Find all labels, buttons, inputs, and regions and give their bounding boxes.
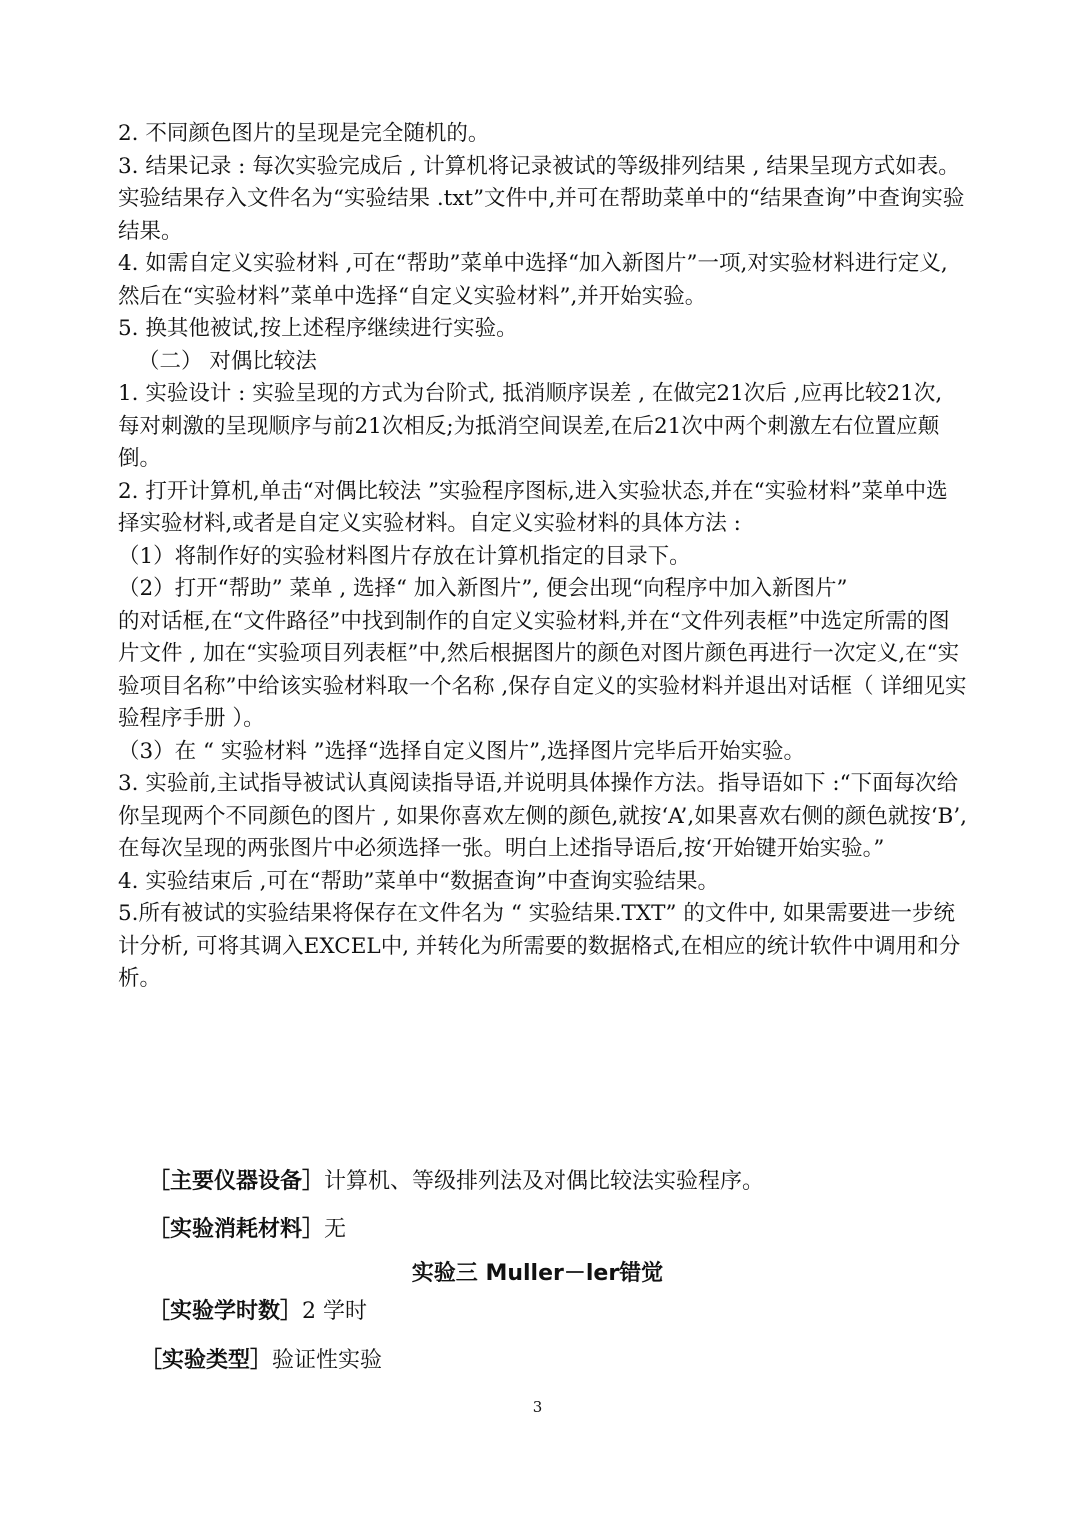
paragraph: 3. 实验前,主试指导被试认真阅读指导语,并说明具体操作方法。指导语如下 :“下面每次给你呈现两个不同颜色的图片 , 如果你喜欢左侧的颜色,就按‘A’,如果喜欢右侧的颜色就按‘B’,在每次呈现的两张图片中必须选择一张。明白上述指导语后,按‘开始键开始实验。” — [118, 771, 968, 861]
hours-label: ［实验学时数］ — [148, 1299, 303, 1324]
paragraph: 2. 不同颜色图片的呈现是完全随机的。 — [118, 121, 490, 146]
page-number: 3 — [532, 1398, 543, 1416]
type-label: ［实验类型］ — [140, 1348, 273, 1373]
experiment-title: 实验三 Muller－ler错觉 — [411, 1261, 664, 1286]
paragraph: 5.所有被试的实验结果将保存在文件名为 “ 实验结果.TXT” 的文件中, 如果需要进一步统计分析, 可将其调入EXCEL中, 并转化为所需要的数据格式,在相应的统计软件中调用和分析。 — [118, 901, 961, 991]
hours-line — [148, 1297, 367, 1327]
materials-value: 无 — [324, 1217, 347, 1242]
paragraph: 4. 实验结束后 ,可在“帮助”菜单中“数据查询”中查询实验结果。 — [118, 868, 719, 894]
paragraph: 3. 结果记录 : 每次实验完成后 , 计算机将记录被试的等级排列结果 , 结果呈现方式如表。实验结果存入文件名为“实验结果 .txt”文件中,并可在帮助菜单中的“结果查询”中查询实验结果。 — [118, 153, 965, 244]
paragraph: （2）打开“帮助” 菜单 , 选择“ 加入新图片”, 便会出现“向程序中加入新图片” — [118, 576, 848, 601]
paragraph: 4. 如需自定义实验材料 ,可在“帮助”菜单中选择“加入新图片”一项,对实验材料进行定义,然后在“实验材料”菜单中选择“自定义实验材料”,并开始实验。 — [118, 251, 948, 309]
paragraph: （1）将制作好的实验材料图片存放在计算机指定的目录下。 — [118, 543, 691, 569]
type-line — [140, 1346, 382, 1376]
hours-value: 2 学时 — [302, 1299, 368, 1324]
equipment-line — [148, 1167, 764, 1197]
paragraph: 1. 实验设计 : 实验呈现的方式为台阶式, 抵消顺序误差 , 在做完21次后 ,应再比较21次, 每对刺激的呈现顺序与前21次相反;为抵消空间误差,在后21次中两个刺激左右位置应颠倒。 — [118, 381, 943, 471]
paragraph: 2. 打开计算机,单击“对偶比较法 ”实验程序图标,进入实验状态,并在“实验材料”菜单中选择实验材料,或者是自定义实验材料。自定义实验材料的具体方法 : — [118, 478, 948, 536]
materials-line — [148, 1215, 346, 1245]
subsection-heading: （二） 对偶比较法 — [138, 348, 317, 374]
body-text — [118, 118, 968, 996]
paragraph: （3）在 “ 实验材料 ”选择“选择自定义图片”,选择图片完毕后开始实验。 — [118, 738, 805, 764]
equipment-label: ［主要仪器设备］ — [148, 1169, 325, 1194]
paragraph: 5. 换其他被试,按上述程序继续进行实验。 — [118, 316, 518, 341]
equipment-value: 计算机、等级排列法及对偶比较法实验程序。 — [324, 1169, 765, 1194]
paragraph: 的对话框,在“文件路径”中找到制作的自定义实验材料,并在“文件列表框”中选定所需的图片文件 , 加在“实验项目列表框”中,然后根据图片的颜色对图片颜色再进行一次定义,在“实验项目名称”中给该实验材料取一个名称 ,保存自定义的实验材料并退出对话框（ 详细见实验程序手册 ）。 — [118, 608, 967, 731]
type-value: 验证性实验 — [272, 1348, 383, 1373]
materials-label: ［实验消耗材料］ — [148, 1217, 325, 1242]
